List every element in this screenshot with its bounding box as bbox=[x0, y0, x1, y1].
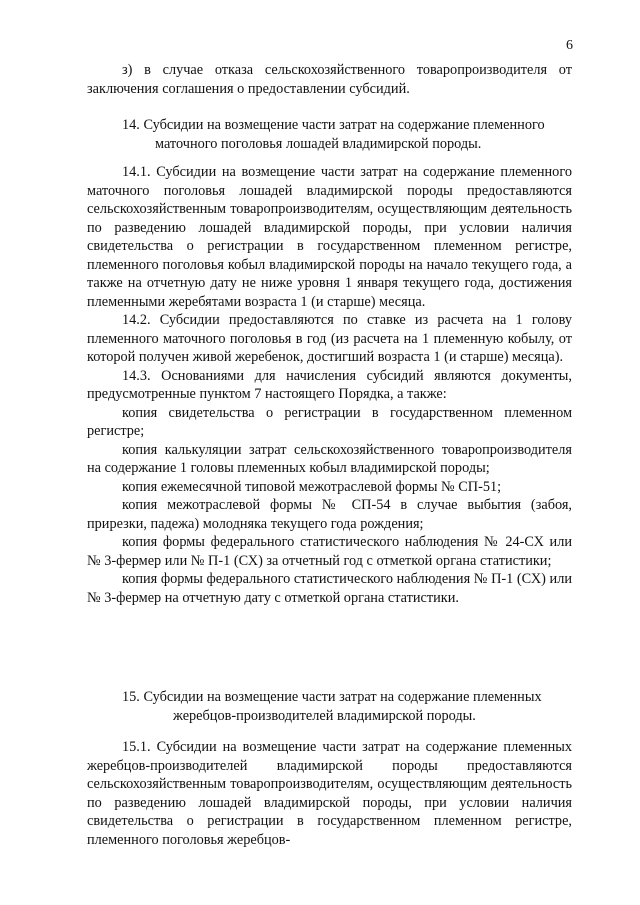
section-15-heading bbox=[122, 688, 542, 725]
paragraph-14-3: 14.3. Основаниями для начисления субсидий являются документы, предусмотренные пунктом 7 настоящего Порядка, а также: bbox=[87, 367, 572, 402]
section-14-body bbox=[87, 163, 572, 607]
intro-paragraph: з) в случае отказа сельскохозяйственного товаропроизводителя от заключения соглашения о предоставлении субсидий. bbox=[87, 62, 572, 97]
paragraph-15-1: 15.1. Субсидии на возмещение части затрат на содержание племенных жеребцов-производителей владимирской породы предоставляются сельскохозяйственным товаропроизводителям, осуществляющим деятельность по разведению лошадей владимирской породы, при условии наличия свидетельства о регистрации в государственном племенном регистре, племенного поголовья жеребцов- bbox=[87, 739, 572, 848]
list-item: копия формы федерального статистического наблюдения № 24-СХ или № 3-фермер или № П-1 (СХ) за отчетный год с отметкой органа статистики; bbox=[87, 534, 572, 569]
list-item: копия калькуляции затрат сельскохозяйственного товаропроизводителя на содержание 1 головы племенных кобыл владимирской породы; bbox=[87, 441, 572, 476]
section-14-heading bbox=[122, 116, 545, 153]
paragraph-14-1: 14.1. Субсидии на возмещение части затрат на содержание племенного маточного поголовья лошадей владимирской породы предоставляются сельскохозяйственным товаропроизводителям, осуществляющим деятельность по разведению лошадей владимирской породы, при условии наличия свидетельства о регистрации в государственном племенном регистре, племенного поголовья кобыл владимирской породы на начало текущего года, а также на отчетную дату не ниже уровня 1 января текущего года, достижения племенными жеребятами возраста 1 (и старше) месяца. bbox=[87, 164, 572, 310]
intro-block bbox=[87, 61, 572, 98]
section-15-heading-line-1: 15. Субсидии на возмещение части затрат на содержание племенных bbox=[122, 689, 542, 705]
paragraph-14-2: 14.2. Субсидии предоставляются по ставке из расчета на 1 голову племенного маточного поголовья в год (из расчета на 1 племенную кобылу, от которой получен живой жеребенок, достигший возраста 1 (и старше) месяца). bbox=[87, 312, 572, 365]
list-item: копия межотраслевой формы № СП-54 в случае выбытия (забоя, прирезки, падежа) молодняка текущего года рождения; bbox=[87, 497, 572, 532]
page-number: 6 bbox=[566, 38, 573, 53]
list-item: копия формы федерального статистического наблюдения № П-1 (СХ) или № 3-фермер на отчетную дату с отметкой органа статистики. bbox=[87, 571, 572, 606]
section-14-heading-line-1: 14. Субсидии на возмещение части затрат на содержание племенного bbox=[122, 117, 545, 133]
list-item: копия ежемесячной типовой межотраслевой формы № СП-51; bbox=[122, 478, 502, 495]
section-15-heading-line-2: жеребцов-производителей владимирской породы. bbox=[173, 707, 476, 724]
section-14-heading-line-2: маточного поголовья лошадей владимирской породы. bbox=[155, 135, 482, 152]
section-15-body bbox=[87, 738, 572, 849]
list-item: копия свидетельства о регистрации в государственном племенном регистре; bbox=[87, 404, 572, 439]
